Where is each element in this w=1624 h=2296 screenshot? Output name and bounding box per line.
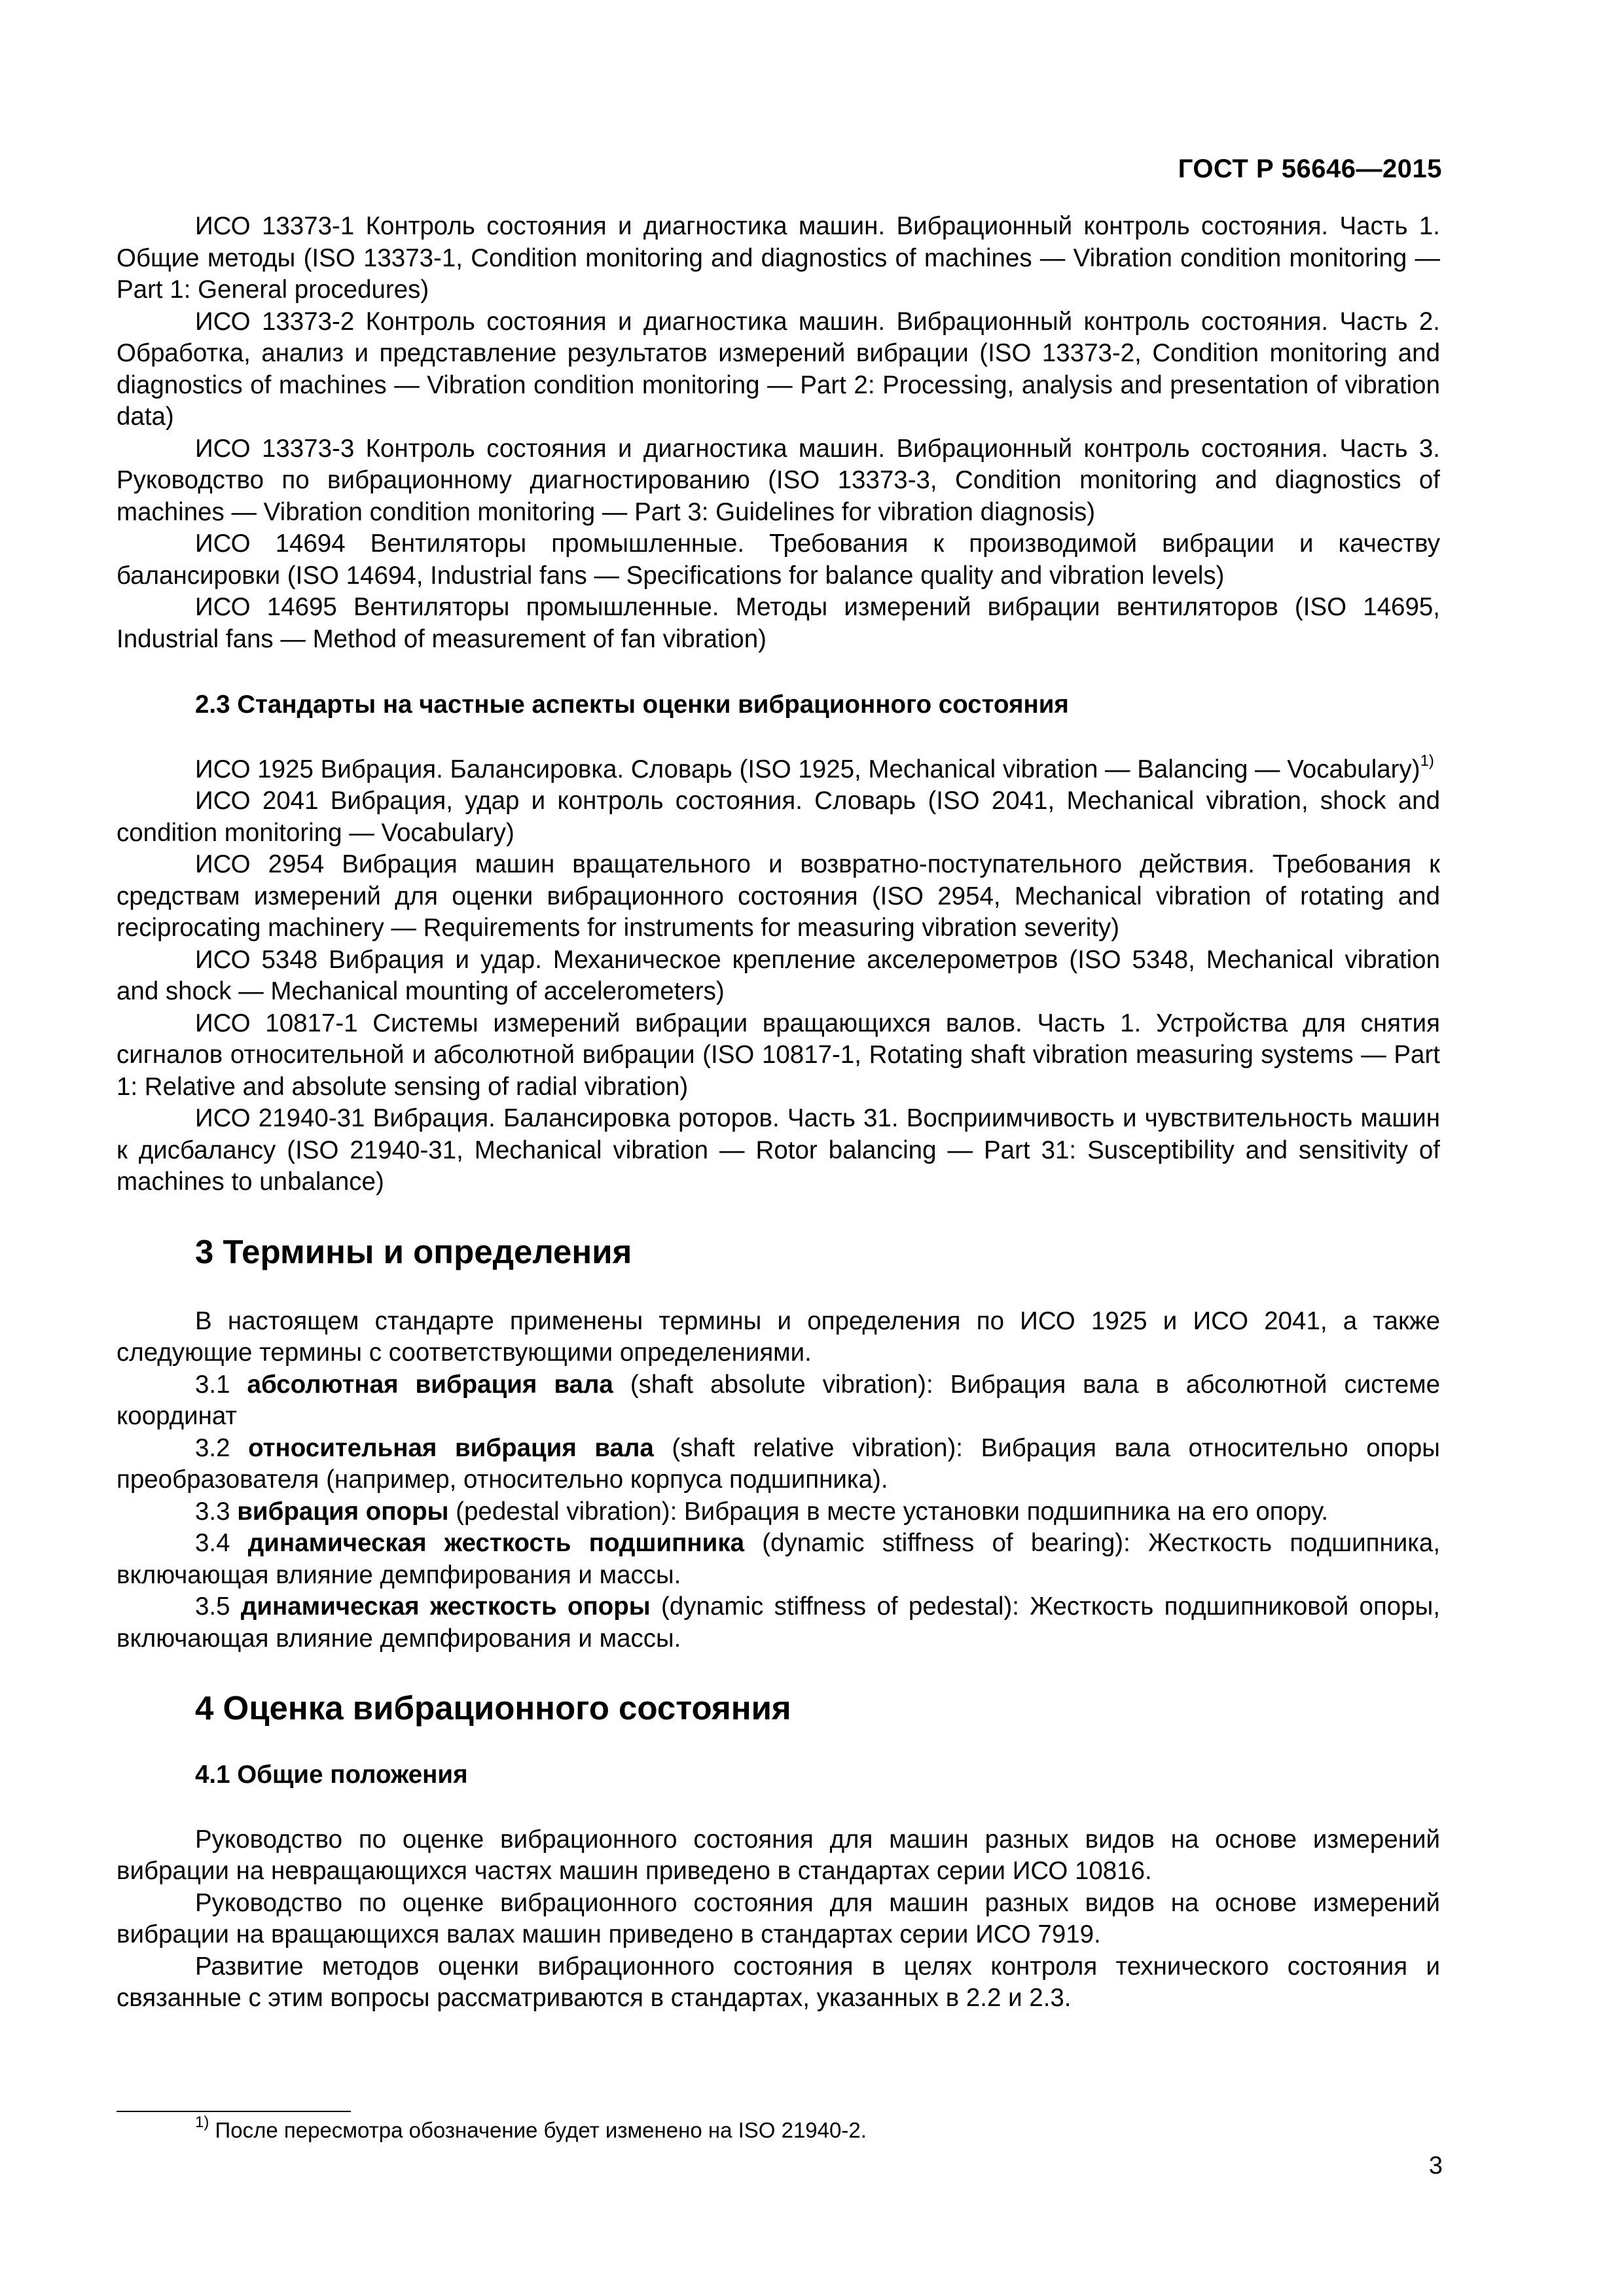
section-3-title: 3 Термины и определения bbox=[195, 1232, 632, 1270]
term-definition: (dynamic stiffness of bearing): Жесткость подшипника, включающая влияние демпфирования и массы. bbox=[117, 1529, 1441, 1589]
section-4-1-paragraph: Руководство по оценке вибрационного состояния для машин разных видов на основе измерений вибрации на невращающихся частях машин приведено в стандартах серии ИСО 10816. bbox=[117, 1825, 1440, 1885]
reference-iso-5348: ИСО 5348 Вибрация и удар. Механическое крепление акселерометров (ISO 5348, Mechanical vibration and shock — Mechanical mounting of accelerometers) bbox=[117, 945, 1440, 1005]
section-2-3-title: 2.3 Стандарты на частные аспекты оценки вибрационного состояния bbox=[195, 691, 1069, 719]
term-3-3 bbox=[117, 1496, 1440, 1528]
section-3-intro: В настоящем стандарте применены термины и определения по ИСО 1925 и ИСО 2041, а также следующие термины с соответствующими определениями. bbox=[117, 1306, 1440, 1367]
term-3-4 bbox=[117, 1528, 1440, 1591]
term-3-5 bbox=[117, 1591, 1440, 1655]
reference-iso-13373-3: ИСО 13373-3 Контроль состояния и диагностика машин. Вибрационный контроль состояния. Часть 3. Руководство по вибрационному диагностированию (ISO 13373-3, Condition monitoring and diagnostics of machines — Vibration condition monitoring — Part 3: Guidelines for vibration diagnosis) bbox=[117, 434, 1440, 526]
term-name: вибрация опоры bbox=[237, 1497, 449, 1526]
section-4-1-paragraph: Развитие методов оценки вибрационного состояния в целях контроля технического состояния и связанные с этим вопросы рассматриваются в стандартах, указанных в 2.2 и 2.3. bbox=[117, 1952, 1440, 2012]
term-number: 3.3 bbox=[195, 1497, 230, 1526]
reference-iso-10817-1: ИСО 10817-1 Системы измерений вибрации вращающихся валов. Часть 1. Устройства для снятия сигналов относительной и абсолютной вибрации (ISO 10817-1, Rotating shaft vibration measuring systems — Part 1: Relative and absolute sensing of radial vibration) bbox=[117, 1009, 1440, 1101]
term-number: 3.1 bbox=[195, 1370, 230, 1399]
term-3-1 bbox=[117, 1369, 1440, 1433]
term-3-2 bbox=[117, 1433, 1440, 1496]
section-4-1-title: 4.1 Общие положения bbox=[195, 1761, 468, 1789]
page-number: 3 bbox=[1428, 2152, 1443, 2179]
reference-iso-1925 bbox=[117, 751, 1440, 786]
footnote-separator bbox=[117, 2111, 351, 2112]
footnote-text: После пересмотра обозначение будет изменено на ISO 21940-2. bbox=[215, 2118, 867, 2142]
reference-iso-2041: ИСО 2041 Вибрация, удар и контроль состояния. Словарь (ISO 2041, Mechanical vibration, shock and condition monitoring — Vocabulary) bbox=[117, 787, 1440, 847]
term-definition: (pedestal vibration): Вибрация в месте установки подшипника на его опору. bbox=[456, 1497, 1329, 1526]
term-definition: (shaft absolute vibration): Вибрация вала в абсолютной системе координат bbox=[117, 1370, 1440, 1430]
reference-iso-14695: ИСО 14695 Вентиляторы промышленные. Методы измерений вибрации вентиляторов (ISO 14695, Industrial fans — Method of measurement of fan vibration) bbox=[117, 593, 1440, 653]
page-content bbox=[117, 211, 1440, 2015]
term-definition: (shaft relative vibration): Вибрация вала относительно опоры преобразователя (например, относительно корпуса подшипника). bbox=[117, 1433, 1440, 1494]
reference-iso-1925-text: ИСО 1925 Вибрация. Балансировка. Словарь (ISO 1925, Mechanical vibration — Balancing — Vocabulary) bbox=[195, 755, 1420, 783]
term-name: относительная вибрация вала bbox=[248, 1433, 654, 1462]
footnote-marker: 1) bbox=[1420, 751, 1434, 770]
reference-iso-13373-2: ИСО 13373-2 Контроль состояния и диагностика машин. Вибрационный контроль состояния. Часть 2. Обработка, анализ и представление результатов измерений вибрации (ISO 13373-2, Condition monitoring and diagnostics of machines — Vibration condition monitoring — Part 2: Processing, analysis and presentation of vibration data) bbox=[117, 307, 1440, 431]
term-number: 3.2 bbox=[195, 1433, 230, 1462]
reference-iso-14694: ИСО 14694 Вентиляторы промышленные. Требования к производимой вибрации и качеству балансировки (ISO 14694, Industrial fans — Specifications for balance quality and vibration levels) bbox=[117, 529, 1440, 590]
term-number: 3.5 bbox=[195, 1592, 230, 1621]
term-definition: (dynamic stiffness of pedestal): Жесткость подшипниковой опоры, включающая влияние демпфирования и массы. bbox=[117, 1592, 1440, 1653]
section-4-title: 4 Оценка вибрационного состояния bbox=[195, 1689, 791, 1727]
term-name: динамическая жесткость опоры bbox=[240, 1592, 651, 1621]
term-name: абсолютная вибрация вала bbox=[247, 1370, 613, 1399]
term-number: 3.4 bbox=[195, 1529, 230, 1557]
reference-iso-21940-31: ИСО 21940-31 Вибрация. Балансировка роторов. Часть 31. Восприимчивость и чувствительность машин к дисбалансу (ISO 21940-31, Mechanical vibration — Rotor balancing — Part 31: Susceptibility and sensitivity of machines to unbalance) bbox=[117, 1104, 1440, 1196]
reference-iso-13373-1: ИСО 13373-1 Контроль состояния и диагностика машин. Вибрационный контроль состояния. Часть 1. Общие методы (ISO 13373-1, Condition monitoring and diagnostics of machines — Vibration condition monitoring — Part 1: General procedures) bbox=[117, 212, 1440, 304]
term-name: динамическая жесткость подшипника bbox=[247, 1529, 745, 1557]
reference-iso-2954: ИСО 2954 Вибрация машин вращательного и возвратно-поступательного действия. Требования к средствам измерений для оценки вибрационного состояния (ISO 2954, Mechanical vibration of rotating and reciprocating machinery — Requirements for instruments for measuring vibration severity) bbox=[117, 850, 1440, 942]
section-4-1-paragraph: Руководство по оценке вибрационного состояния для машин разных видов на основе измерений вибрации на вращающихся валах машин приведено в стандартах серии ИСО 7919. bbox=[117, 1888, 1440, 1948]
footnote-mark: 1) bbox=[195, 2113, 209, 2131]
document-header: ГОСТ Р 56646—2015 bbox=[1178, 154, 1442, 183]
footnote bbox=[195, 2113, 867, 2143]
